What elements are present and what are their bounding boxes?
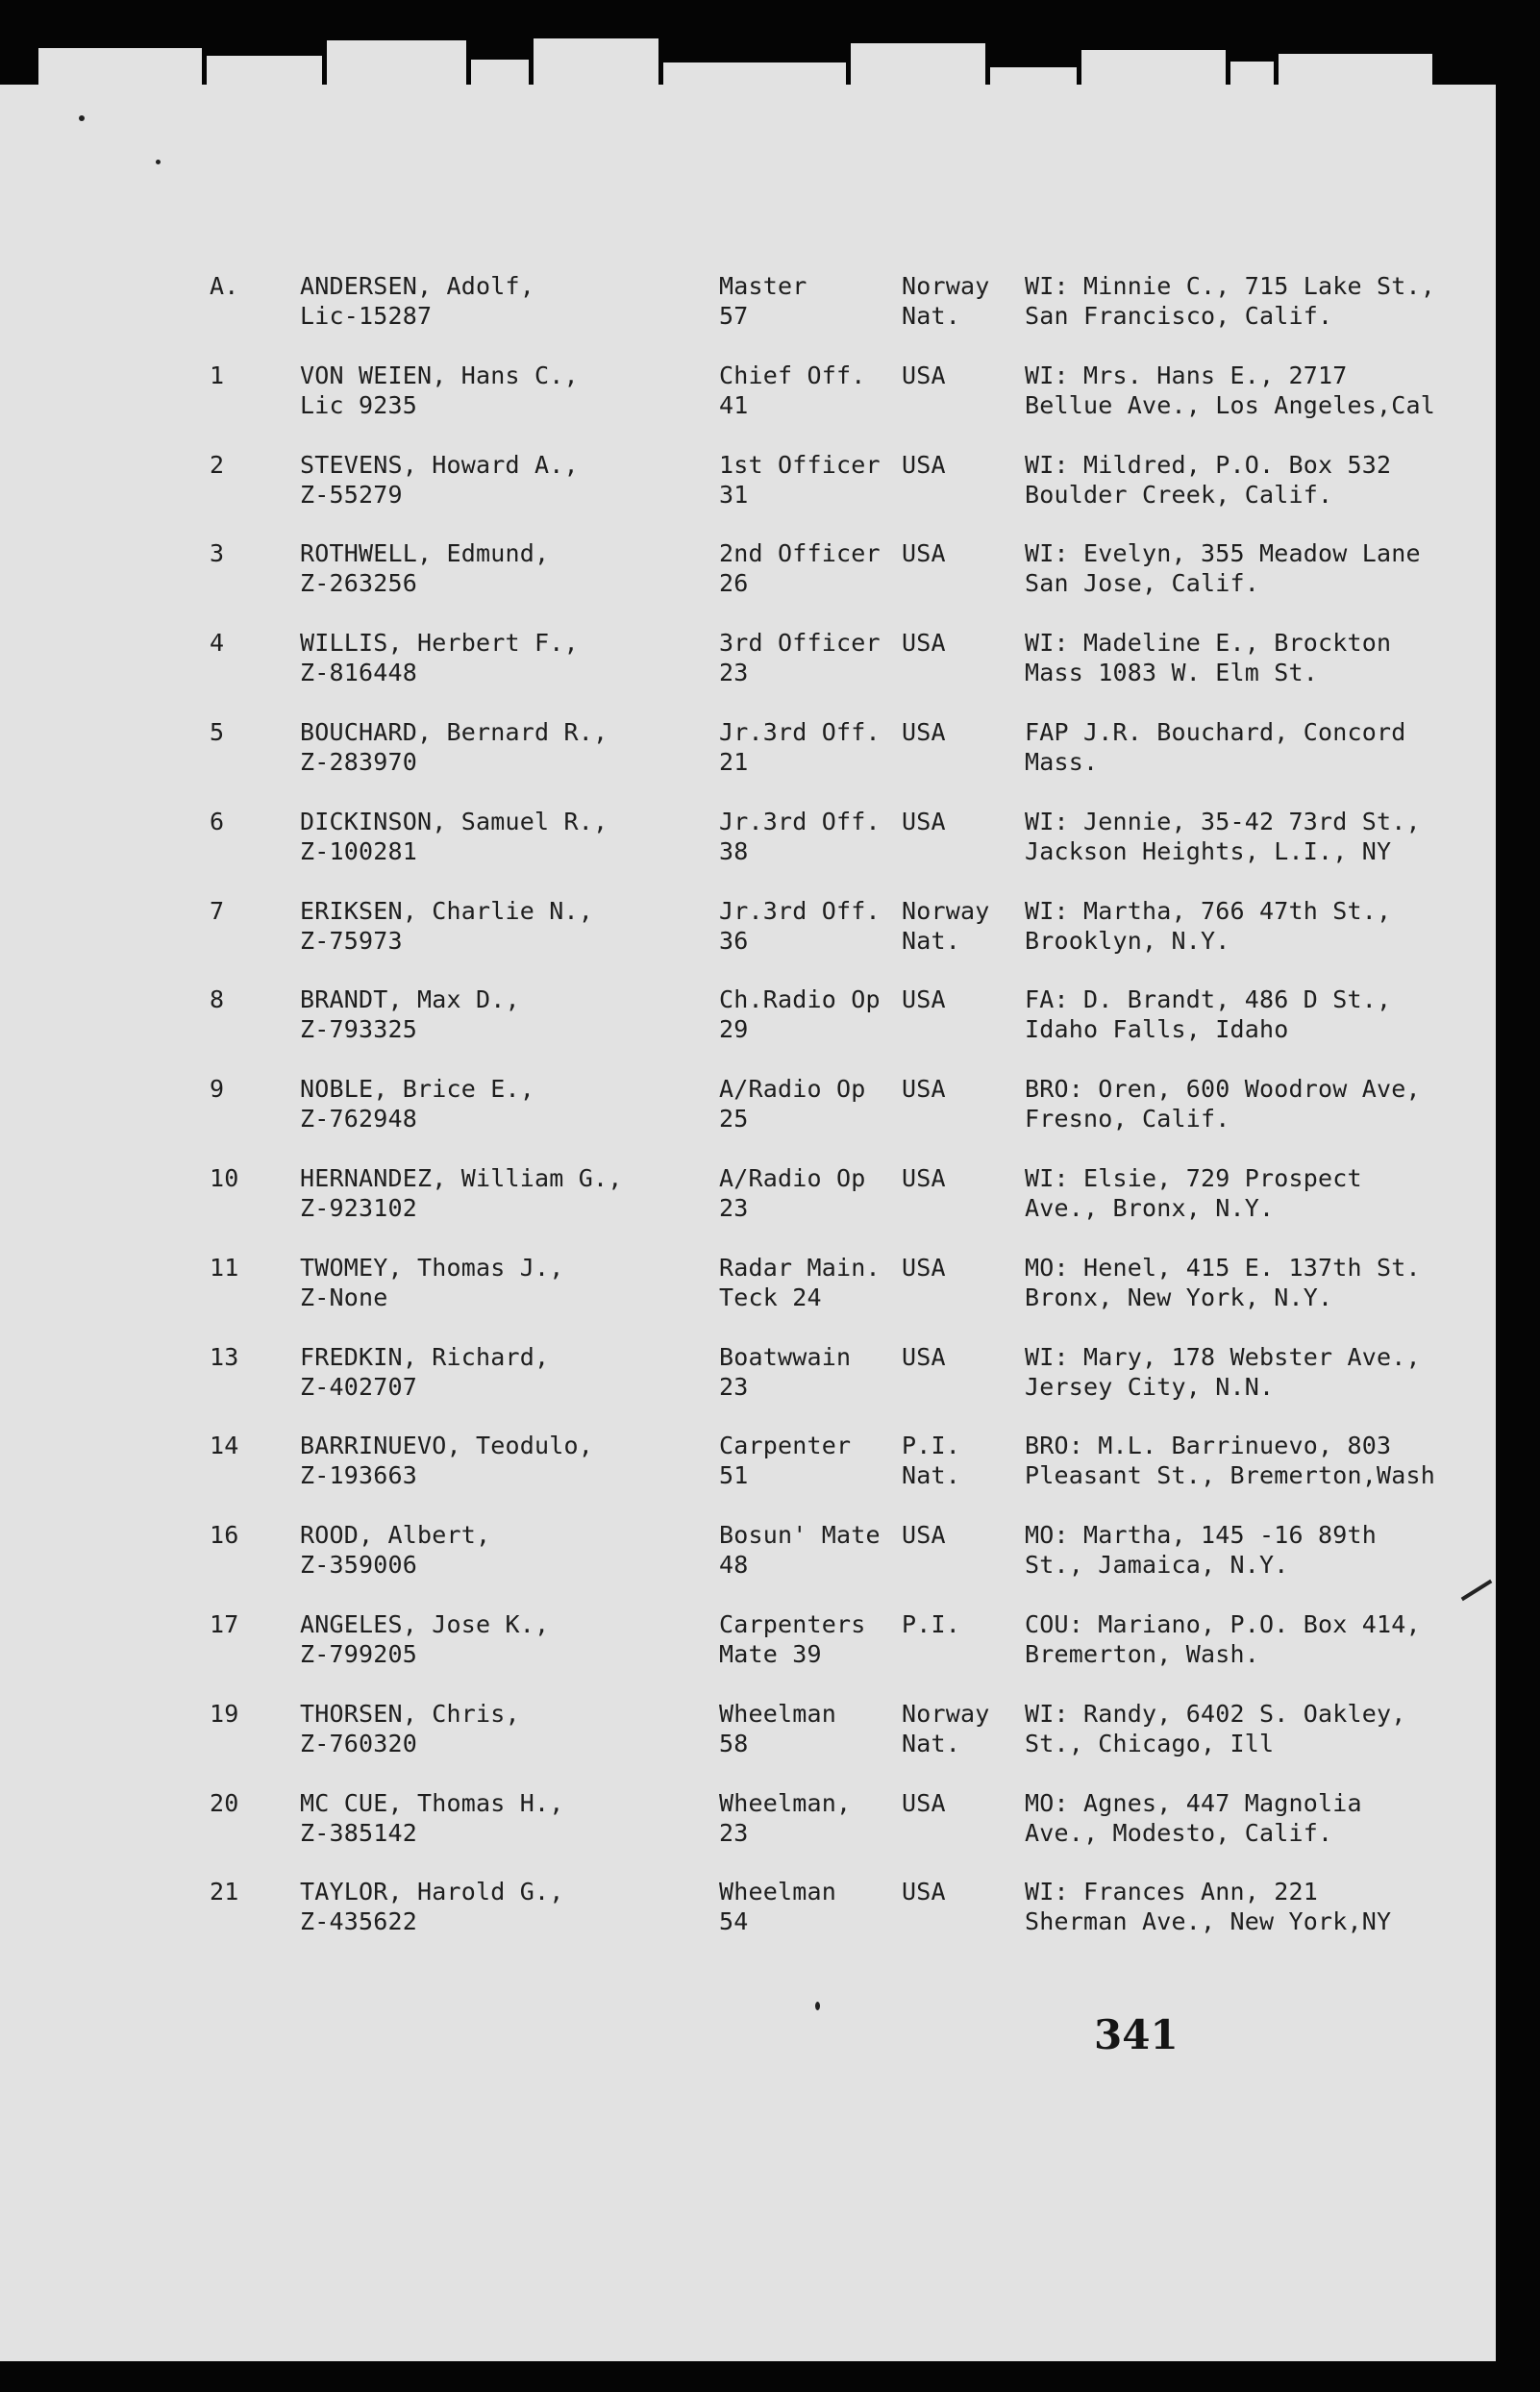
crew-next-of-kin-line: WI: Mildred, P.O. Box 532 bbox=[1025, 451, 1392, 479]
crew-next-of-kin-line: WI: Martha, 766 47th St., bbox=[1025, 897, 1392, 925]
crew-rating-line: Wheelman bbox=[719, 1878, 837, 1906]
crew-number-line: 16 bbox=[210, 1521, 239, 1549]
crew-rating bbox=[719, 896, 881, 956]
crew-nationality-line: USA bbox=[902, 629, 946, 657]
crew-rating bbox=[719, 361, 866, 420]
crew-row bbox=[0, 717, 1496, 785]
crew-number-line: 4 bbox=[210, 629, 225, 657]
crew-rating-line: 23 bbox=[719, 659, 749, 686]
crew-name-line: Z-816448 bbox=[300, 659, 418, 686]
crew-name-line: Z-193663 bbox=[300, 1461, 418, 1489]
crew-name bbox=[300, 896, 593, 956]
crew-rating bbox=[719, 1431, 851, 1490]
crew-row bbox=[0, 450, 1496, 517]
crew-rating-line: Teck 24 bbox=[719, 1283, 822, 1311]
crew-nationality-line: USA bbox=[902, 361, 946, 389]
crew-next-of-kin-line: WI: Minnie C., 715 Lake St., bbox=[1025, 272, 1436, 300]
crew-nationality bbox=[902, 1520, 946, 1550]
crew-name-line: Z-385142 bbox=[300, 1819, 418, 1847]
crew-row bbox=[0, 1788, 1496, 1856]
crew-name bbox=[300, 1253, 564, 1312]
crew-next-of-kin bbox=[1025, 1074, 1421, 1134]
crew-next-of-kin-line: Bellue Ave., Los Angeles,Cal bbox=[1025, 391, 1436, 419]
crew-next-of-kin-line: Pleasant St., Bremerton,Wash bbox=[1025, 1461, 1436, 1489]
crew-name-line: Z-263256 bbox=[300, 569, 418, 597]
crew-number bbox=[210, 271, 239, 301]
crew-row bbox=[0, 984, 1496, 1052]
crew-rating bbox=[719, 1074, 866, 1134]
crew-name-line: STEVENS, Howard A., bbox=[300, 451, 579, 479]
crew-name-line: Z-359006 bbox=[300, 1551, 418, 1579]
crew-name bbox=[300, 1431, 593, 1490]
crew-nationality bbox=[902, 1074, 946, 1104]
crew-number-line: 21 bbox=[210, 1878, 239, 1906]
crew-row bbox=[0, 1253, 1496, 1320]
crew-number-line: 20 bbox=[210, 1789, 239, 1817]
crew-nationality-line: USA bbox=[902, 1254, 946, 1282]
crew-name-line: VON WEIEN, Hans C., bbox=[300, 361, 579, 389]
crew-number bbox=[210, 717, 224, 747]
crew-next-of-kin bbox=[1025, 1609, 1421, 1669]
crew-nationality bbox=[902, 1699, 990, 1758]
crew-rating-line: A/Radio Op bbox=[719, 1075, 866, 1103]
crew-name bbox=[300, 271, 534, 331]
crew-rating bbox=[719, 1163, 866, 1223]
crew-next-of-kin-line: Jackson Heights, L.I., NY bbox=[1025, 837, 1392, 865]
crew-nationality bbox=[902, 896, 990, 956]
crew-rating-line: Jr.3rd Off. bbox=[719, 718, 881, 746]
crew-rating-line: 48 bbox=[719, 1551, 749, 1579]
crew-rating-line: 21 bbox=[719, 748, 749, 776]
crew-number bbox=[210, 1342, 239, 1372]
crew-name-line: ROTHWELL, Edmund, bbox=[300, 539, 550, 567]
crew-number bbox=[210, 1609, 239, 1639]
crew-rating bbox=[719, 450, 881, 510]
crew-rating-line: Jr.3rd Off. bbox=[719, 897, 881, 925]
crew-name bbox=[300, 628, 579, 687]
crew-number-line: A. bbox=[210, 272, 239, 300]
crew-name-line: Z-762948 bbox=[300, 1105, 418, 1133]
crew-rating-line: 29 bbox=[719, 1015, 749, 1043]
page-number: 341 bbox=[1094, 2011, 1179, 2058]
crew-row bbox=[0, 1074, 1496, 1141]
crew-next-of-kin-line: WI: Mrs. Hans E., 2717 bbox=[1025, 361, 1348, 389]
crew-name-line: ROOD, Albert, bbox=[300, 1521, 491, 1549]
crew-next-of-kin bbox=[1025, 1342, 1421, 1402]
crew-number bbox=[210, 1877, 239, 1906]
crew-nationality-line: USA bbox=[902, 808, 946, 835]
crew-next-of-kin-line: COU: Mariano, P.O. Box 414, bbox=[1025, 1610, 1421, 1638]
crew-name-line: Z-None bbox=[300, 1283, 388, 1311]
crew-row bbox=[0, 271, 1496, 338]
crew-rating-line: Ch.Radio Op bbox=[719, 985, 881, 1013]
crew-rating-line: 36 bbox=[719, 927, 749, 955]
crew-rating bbox=[719, 1877, 836, 1936]
crew-rating-line: 31 bbox=[719, 481, 749, 509]
crew-rating-line: 25 bbox=[719, 1105, 749, 1133]
crew-next-of-kin-line: Brooklyn, N.Y. bbox=[1025, 927, 1230, 955]
crew-nationality-line: USA bbox=[902, 1164, 946, 1192]
crew-number-line: 5 bbox=[210, 718, 225, 746]
crew-rating-line: A/Radio Op bbox=[719, 1164, 866, 1192]
crew-nationality-line: USA bbox=[902, 1878, 946, 1906]
crew-next-of-kin bbox=[1025, 628, 1391, 687]
crew-nationality-line: Norway bbox=[902, 1700, 990, 1728]
crew-next-of-kin-line: WI: Randy, 6402 S. Oakley, bbox=[1025, 1700, 1406, 1728]
crew-row bbox=[0, 1431, 1496, 1498]
crew-row bbox=[0, 361, 1496, 428]
crew-rating-line: 57 bbox=[719, 302, 749, 330]
crew-row bbox=[0, 1699, 1496, 1766]
crew-nationality bbox=[902, 1163, 946, 1193]
crew-nationality-line: Nat. bbox=[902, 1730, 961, 1757]
ink-speck bbox=[815, 2002, 820, 2010]
crew-nationality bbox=[902, 1342, 946, 1372]
crew-nationality bbox=[902, 361, 946, 390]
crew-name bbox=[300, 1163, 623, 1223]
crew-next-of-kin-line: WI: Evelyn, 355 Meadow Lane bbox=[1025, 539, 1421, 567]
crew-nationality-line: P.I. bbox=[902, 1432, 961, 1459]
crew-number bbox=[210, 1431, 239, 1460]
crew-name-line: Z-75973 bbox=[300, 927, 403, 955]
crew-nationality-line: Nat. bbox=[902, 927, 961, 955]
crew-name-line: HERNANDEZ, William G., bbox=[300, 1164, 623, 1192]
crew-next-of-kin-line: FA: D. Brandt, 486 D St., bbox=[1025, 985, 1392, 1013]
crew-row bbox=[0, 1342, 1496, 1409]
crew-name bbox=[300, 807, 608, 866]
crew-number-line: 2 bbox=[210, 451, 225, 479]
crew-nationality bbox=[902, 1877, 946, 1906]
crew-nationality bbox=[902, 1431, 960, 1490]
crew-name bbox=[300, 1788, 564, 1848]
crew-next-of-kin bbox=[1025, 1253, 1421, 1312]
crew-next-of-kin-line: MO: Henel, 415 E. 137th St. bbox=[1025, 1254, 1421, 1282]
crew-name-line: BOUCHARD, Bernard R., bbox=[300, 718, 609, 746]
crew-name bbox=[300, 717, 608, 777]
crew-rating-line: 54 bbox=[719, 1907, 749, 1935]
crew-next-of-kin-line: FAP J.R. Bouchard, Concord bbox=[1025, 718, 1406, 746]
crew-nationality-line: Norway bbox=[902, 272, 990, 300]
crew-rating bbox=[719, 717, 881, 777]
crew-number bbox=[210, 361, 224, 390]
crew-rating-line: Master bbox=[719, 272, 807, 300]
crew-number-line: 19 bbox=[210, 1700, 239, 1728]
crew-next-of-kin-line: Ave., Bronx, N.Y. bbox=[1025, 1194, 1275, 1222]
crew-number bbox=[210, 1788, 239, 1818]
crew-next-of-kin-line: WI: Mary, 178 Webster Ave., bbox=[1025, 1343, 1421, 1371]
crew-number bbox=[210, 628, 224, 658]
crew-number bbox=[210, 538, 224, 568]
crew-row bbox=[0, 628, 1496, 695]
crew-nationality bbox=[902, 450, 946, 480]
crew-name-line: DICKINSON, Samuel R., bbox=[300, 808, 609, 835]
crew-next-of-kin-line: Fresno, Calif. bbox=[1025, 1105, 1230, 1133]
crew-number bbox=[210, 896, 224, 926]
crew-rating bbox=[719, 538, 881, 598]
crew-name-line: Z-923102 bbox=[300, 1194, 418, 1222]
crew-next-of-kin-line: Bronx, New York, N.Y. bbox=[1025, 1283, 1333, 1311]
crew-nationality-line: Norway bbox=[902, 897, 990, 925]
crew-name-line: BARRINUEVO, Teodulo, bbox=[300, 1432, 594, 1459]
crew-name bbox=[300, 1074, 534, 1134]
crew-rating bbox=[719, 807, 881, 866]
crew-nationality-line: P.I. bbox=[902, 1610, 961, 1638]
crew-name-line: ANGELES, Jose K., bbox=[300, 1610, 550, 1638]
crew-nationality-line: USA bbox=[902, 1521, 946, 1549]
crew-rating bbox=[719, 984, 881, 1044]
crew-rating bbox=[719, 1520, 881, 1580]
crew-row bbox=[0, 1163, 1496, 1231]
crew-rating-line: 23 bbox=[719, 1819, 749, 1847]
crew-next-of-kin bbox=[1025, 1163, 1362, 1223]
crew-number-line: 1 bbox=[210, 361, 225, 389]
crew-number bbox=[210, 807, 224, 836]
crew-next-of-kin-line: MO: Agnes, 447 Magnolia bbox=[1025, 1789, 1362, 1817]
crew-number bbox=[210, 1699, 239, 1729]
crew-row bbox=[0, 896, 1496, 963]
crew-next-of-kin-line: Ave., Modesto, Calif. bbox=[1025, 1819, 1333, 1847]
crew-name bbox=[300, 538, 549, 598]
crew-name-line: NOBLE, Brice E., bbox=[300, 1075, 535, 1103]
crew-rating-line: Carpenters bbox=[719, 1610, 866, 1638]
crew-next-of-kin-line: Mass 1083 W. Elm St. bbox=[1025, 659, 1319, 686]
crew-name-line: TAYLOR, Harold G., bbox=[300, 1878, 564, 1906]
crew-next-of-kin-line: Mass. bbox=[1025, 748, 1099, 776]
crew-nationality-line: Nat. bbox=[902, 1461, 961, 1489]
crew-next-of-kin-line: WI: Frances Ann, 221 bbox=[1025, 1878, 1319, 1906]
crew-rating bbox=[719, 1253, 881, 1312]
crew-next-of-kin-line: MO: Martha, 145 -16 89th bbox=[1025, 1521, 1378, 1549]
crew-name bbox=[300, 1342, 549, 1402]
crew-rating-line: 26 bbox=[719, 569, 749, 597]
ink-speck bbox=[79, 115, 85, 121]
crew-next-of-kin-line: BRO: Oren, 600 Woodrow Ave, bbox=[1025, 1075, 1421, 1103]
crew-next-of-kin bbox=[1025, 538, 1421, 598]
crew-rating bbox=[719, 1699, 836, 1758]
crew-next-of-kin bbox=[1025, 271, 1435, 331]
crew-number-line: 14 bbox=[210, 1432, 239, 1459]
crew-name-line: ANDERSEN, Adolf, bbox=[300, 272, 535, 300]
crew-name bbox=[300, 1699, 520, 1758]
crew-next-of-kin-line: Bremerton, Wash. bbox=[1025, 1640, 1260, 1668]
crew-number bbox=[210, 1074, 224, 1104]
crew-next-of-kin-line: Idaho Falls, Idaho bbox=[1025, 1015, 1289, 1043]
crew-next-of-kin bbox=[1025, 1877, 1391, 1936]
crew-nationality bbox=[902, 271, 990, 331]
crew-nationality bbox=[902, 1788, 946, 1818]
crew-rating-line: 23 bbox=[719, 1194, 749, 1222]
crew-nationality bbox=[902, 628, 946, 658]
crew-row bbox=[0, 1877, 1496, 1944]
crew-rating bbox=[719, 628, 881, 687]
crew-rating bbox=[719, 1342, 851, 1402]
crew-name-line: BRANDT, Max D., bbox=[300, 985, 520, 1013]
crew-name-line: TWOMEY, Thomas J., bbox=[300, 1254, 564, 1282]
crew-name-line: ERIKSEN, Charlie N., bbox=[300, 897, 594, 925]
crew-nationality bbox=[902, 1609, 960, 1639]
crew-name-line: MC CUE, Thomas H., bbox=[300, 1789, 564, 1817]
crew-row bbox=[0, 807, 1496, 874]
crew-next-of-kin-line: WI: Jennie, 35-42 73rd St., bbox=[1025, 808, 1421, 835]
crew-rating bbox=[719, 271, 807, 331]
crew-nationality-line: USA bbox=[902, 985, 946, 1013]
crew-next-of-kin-line: WI: Madeline E., Brockton bbox=[1025, 629, 1392, 657]
crew-rating-line: Radar Main. bbox=[719, 1254, 881, 1282]
crew-next-of-kin-line: Sherman Ave., New York,NY bbox=[1025, 1907, 1392, 1935]
crew-name-line: Z-100281 bbox=[300, 837, 418, 865]
crew-name bbox=[300, 1877, 564, 1936]
crew-rating-line: Bosun' Mate bbox=[719, 1521, 881, 1549]
crew-name-line: Z-435622 bbox=[300, 1907, 418, 1935]
crew-next-of-kin-line: Jersey City, N.N. bbox=[1025, 1373, 1275, 1401]
crew-number-line: 13 bbox=[210, 1343, 239, 1371]
crew-number-line: 3 bbox=[210, 539, 225, 567]
crew-name bbox=[300, 1520, 490, 1580]
crew-name-line: WILLIS, Herbert F., bbox=[300, 629, 579, 657]
crew-nationality-line: USA bbox=[902, 1075, 946, 1103]
crew-name bbox=[300, 450, 579, 510]
crew-name-line: Z-402707 bbox=[300, 1373, 418, 1401]
crew-next-of-kin-line: San Francisco, Calif. bbox=[1025, 302, 1333, 330]
crew-nationality-line: USA bbox=[902, 539, 946, 567]
crew-next-of-kin-line: St., Chicago, Ill bbox=[1025, 1730, 1275, 1757]
crew-row bbox=[0, 538, 1496, 606]
crew-name-line: Z-760320 bbox=[300, 1730, 418, 1757]
crew-next-of-kin bbox=[1025, 1788, 1362, 1848]
crew-name-line: Z-793325 bbox=[300, 1015, 418, 1043]
crew-next-of-kin-line: Boulder Creek, Calif. bbox=[1025, 481, 1333, 509]
crew-nationality-line: Nat. bbox=[902, 302, 961, 330]
crew-next-of-kin bbox=[1025, 807, 1421, 866]
crew-number-line: 6 bbox=[210, 808, 225, 835]
crew-next-of-kin-line: St., Jamaica, N.Y. bbox=[1025, 1551, 1289, 1579]
crew-rating bbox=[719, 1788, 851, 1848]
crew-nationality bbox=[902, 984, 946, 1014]
crew-name-line: Z-283970 bbox=[300, 748, 418, 776]
crew-rating-line: 58 bbox=[719, 1730, 749, 1757]
crew-rating-line: 23 bbox=[719, 1373, 749, 1401]
crew-rating-line: 41 bbox=[719, 391, 749, 419]
crew-next-of-kin-line: San Jose, Calif. bbox=[1025, 569, 1260, 597]
crew-rating-line: Wheelman bbox=[719, 1700, 837, 1728]
crew-rating-line: 1st Officer bbox=[719, 451, 881, 479]
crew-rating-line: Chief Off. bbox=[719, 361, 866, 389]
crew-number-line: 8 bbox=[210, 985, 225, 1013]
ink-speck bbox=[156, 160, 161, 164]
crew-rating-line: Mate 39 bbox=[719, 1640, 822, 1668]
crew-next-of-kin bbox=[1025, 361, 1435, 420]
crew-nationality-line: USA bbox=[902, 451, 946, 479]
crew-number bbox=[210, 1520, 239, 1550]
crew-name-line: Z-799205 bbox=[300, 1640, 418, 1668]
crew-number bbox=[210, 450, 224, 480]
crew-name bbox=[300, 1609, 549, 1669]
crew-number-line: 7 bbox=[210, 897, 225, 925]
crew-next-of-kin bbox=[1025, 984, 1391, 1044]
crew-next-of-kin bbox=[1025, 896, 1391, 956]
crew-number bbox=[210, 1163, 239, 1193]
crew-nationality bbox=[902, 717, 946, 747]
crew-nationality bbox=[902, 1253, 946, 1283]
crew-row bbox=[0, 1520, 1496, 1587]
crew-name bbox=[300, 361, 579, 420]
crew-next-of-kin bbox=[1025, 717, 1406, 777]
crew-name-line: FREDKIN, Richard, bbox=[300, 1343, 550, 1371]
crew-rating bbox=[719, 1609, 866, 1669]
crew-name-line: Lic 9235 bbox=[300, 391, 418, 419]
crew-rating-line: Wheelman, bbox=[719, 1789, 852, 1817]
crew-name bbox=[300, 984, 520, 1044]
crew-number bbox=[210, 1253, 239, 1283]
crew-next-of-kin bbox=[1025, 1699, 1406, 1758]
crew-next-of-kin-line: WI: Elsie, 729 Prospect bbox=[1025, 1164, 1362, 1192]
crew-rating-line: Boatwwain bbox=[719, 1343, 852, 1371]
crew-next-of-kin bbox=[1025, 450, 1391, 510]
crew-next-of-kin-line: BRO: M.L. Barrinuevo, 803 bbox=[1025, 1432, 1392, 1459]
crew-number-line: 9 bbox=[210, 1075, 225, 1103]
crew-number-line: 11 bbox=[210, 1254, 239, 1282]
crew-next-of-kin bbox=[1025, 1431, 1435, 1490]
crew-name-line: Z-55279 bbox=[300, 481, 403, 509]
crew-rating-line: 3rd Officer bbox=[719, 629, 881, 657]
crew-nationality-line: USA bbox=[902, 1343, 946, 1371]
crew-next-of-kin bbox=[1025, 1520, 1377, 1580]
crew-rating-line: Carpenter bbox=[719, 1432, 852, 1459]
crew-rating-line: 38 bbox=[719, 837, 749, 865]
crew-rating-line: 51 bbox=[719, 1461, 749, 1489]
crew-row bbox=[0, 1609, 1496, 1677]
crew-nationality bbox=[902, 807, 946, 836]
crew-name-line: Lic-15287 bbox=[300, 302, 433, 330]
crew-number-line: 17 bbox=[210, 1610, 239, 1638]
crew-nationality-line: USA bbox=[902, 718, 946, 746]
crew-rating-line: 2nd Officer bbox=[719, 539, 881, 567]
crew-number bbox=[210, 984, 224, 1014]
crew-name-line: THORSEN, Chris, bbox=[300, 1700, 520, 1728]
crew-nationality-line: USA bbox=[902, 1789, 946, 1817]
crew-nationality bbox=[902, 538, 946, 568]
crew-rating-line: Jr.3rd Off. bbox=[719, 808, 881, 835]
crew-number-line: 10 bbox=[210, 1164, 239, 1192]
